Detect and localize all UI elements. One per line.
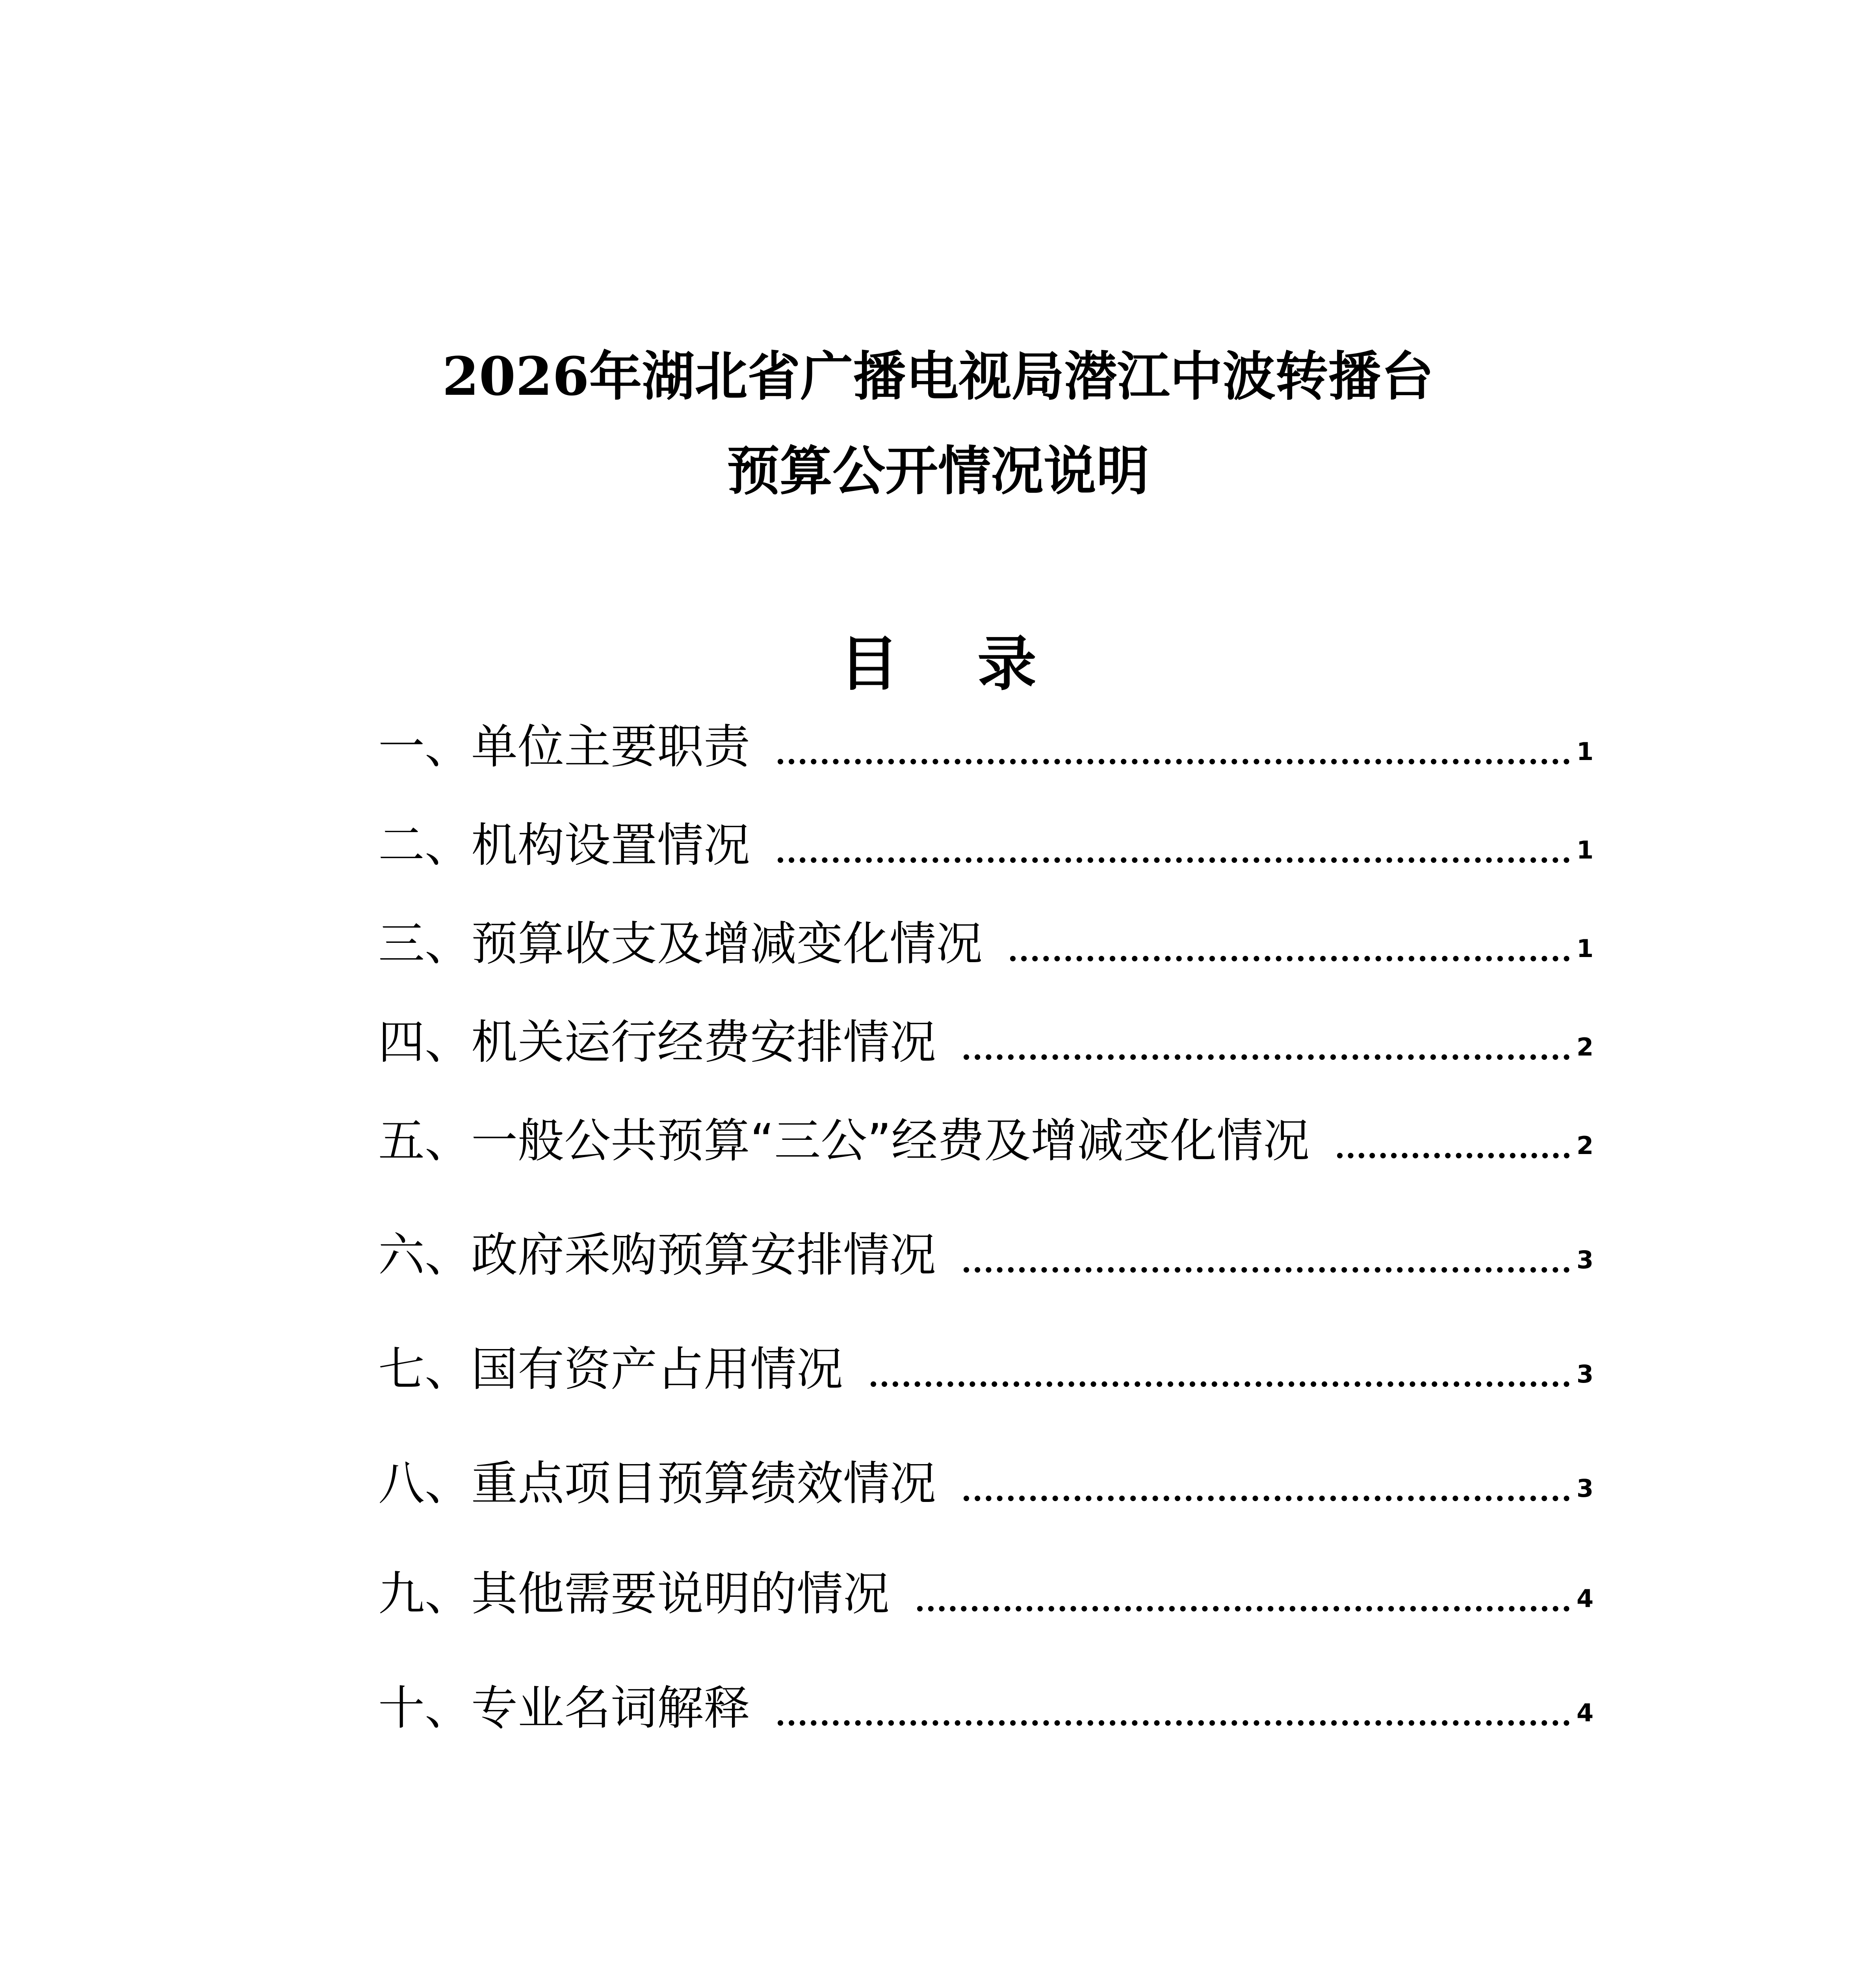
toc-dot-leader (1337, 1153, 1570, 1158)
toc-entry-page-number: 3 (1576, 1474, 1594, 1503)
toc-dot-leader (964, 1496, 1570, 1501)
toc-entry-8[interactable] (378, 1446, 1594, 1513)
toc-entry-6[interactable] (378, 1217, 1594, 1284)
toc-entry-page-number: 1 (1576, 934, 1594, 963)
toc-dot-leader (778, 857, 1570, 863)
toc-entry-1[interactable] (378, 709, 1594, 776)
toc-entry-label: 八、重点项目预算绩效情况 (378, 1456, 936, 1511)
toc-entry-label: 十、专业名词解释 (378, 1681, 750, 1735)
toc-entry-label: 四、机关运行经费安排情况 (378, 1015, 936, 1069)
toc-entry-2[interactable] (378, 808, 1594, 875)
toc-entry-label: 一、单位主要职责 (378, 719, 750, 774)
document-title-line-2: 预算公开情况说明 (726, 440, 1149, 502)
toc-entry-page-number: 3 (1576, 1360, 1594, 1388)
toc-entry-page-number: 1 (1576, 737, 1594, 766)
toc-entry-label: 六、政府采购预算安排情况 (378, 1228, 936, 1282)
toc-entry-page-number: 2 (1576, 1033, 1594, 1061)
toc-entry-4[interactable] (378, 1005, 1594, 1072)
toc-dot-leader (917, 1606, 1570, 1611)
toc-dot-leader (778, 1720, 1570, 1726)
toc-dot-leader (964, 1267, 1570, 1273)
toc-dot-leader (964, 1054, 1570, 1060)
toc-entry-page-number: 4 (1576, 1699, 1594, 1727)
toc-entry-page-number: 3 (1576, 1245, 1594, 1274)
toc-entry-page-number: 4 (1576, 1584, 1594, 1613)
toc-heading: 目录 (839, 629, 1115, 699)
toc-entry-label: 五、一般公共预算“三公”经费及增减变化情况 (378, 1113, 1310, 1168)
toc-entry-label: 二、机构设置情况 (378, 818, 750, 872)
toc-entry-9[interactable] (378, 1556, 1594, 1623)
toc-entry-10[interactable] (378, 1671, 1594, 1738)
toc-dot-leader (871, 1381, 1570, 1387)
toc-entry-page-number: 1 (1576, 836, 1594, 864)
toc-entry-3[interactable] (378, 906, 1594, 973)
toc-entry-page-number: 2 (1576, 1131, 1594, 1160)
document-title-line-1: 2026年湖北省广播电视局潜江中波转播台 (442, 345, 1434, 407)
toc-entry-label: 七、国有资产占用情况 (378, 1342, 843, 1396)
toc-entry-label: 三、预算收支及增减变化情况 (378, 916, 983, 971)
toc-entry-5[interactable] (378, 1103, 1594, 1170)
toc-entry-label: 九、其他需要说明的情况 (378, 1567, 890, 1621)
toc-dot-leader (1010, 956, 1570, 961)
toc-entry-7[interactable] (378, 1332, 1594, 1399)
toc-dot-leader (778, 759, 1570, 764)
